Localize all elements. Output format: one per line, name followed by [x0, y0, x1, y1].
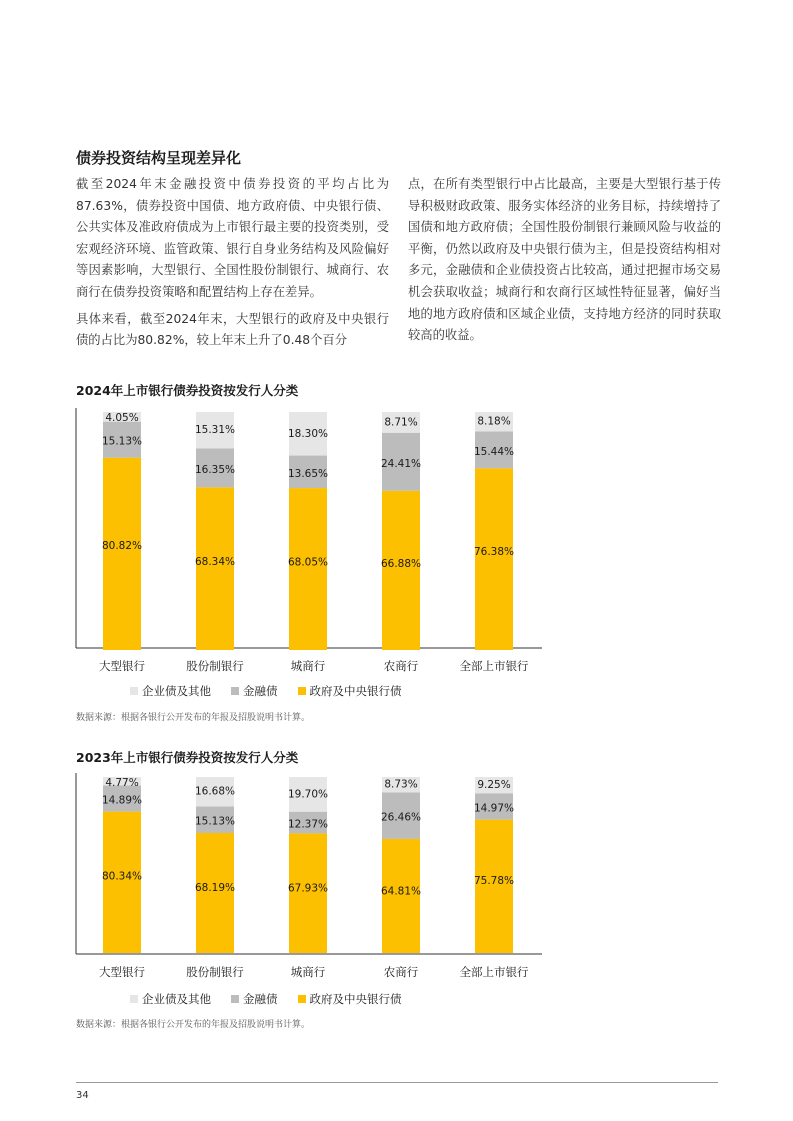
data-label-gov: 75.78%	[473, 874, 515, 887]
category-label: 城商行	[290, 659, 326, 673]
data-label-gov: 64.81%	[380, 885, 422, 898]
data-label-corp: 8.71%	[384, 416, 418, 429]
data-label-gov: 80.82%	[101, 540, 143, 553]
legend-swatch-fin	[231, 995, 239, 1003]
right-text-column	[408, 174, 721, 352]
legend-label-corp: 企业债及其他	[142, 992, 211, 1006]
page-number: 34	[76, 1090, 89, 1101]
data-label-corp: 18.30%	[287, 427, 329, 440]
data-label-fin: 15.13%	[101, 435, 143, 448]
data-label-fin: 24.41%	[380, 457, 422, 470]
legend-item-fin	[231, 991, 278, 1007]
data-label-fin: 14.89%	[101, 794, 143, 807]
chart-legend-2024	[130, 683, 402, 699]
bar-segment-gov	[289, 488, 327, 650]
category-label: 全部上市银行	[459, 659, 529, 673]
category-label: 大型银行	[99, 659, 145, 673]
category-label: 城商行	[290, 965, 326, 979]
data-label-corp: 15.31%	[194, 424, 236, 437]
data-label-gov: 68.34%	[194, 556, 236, 569]
category-label: 全部上市银行	[459, 965, 529, 979]
category-label: 大型银行	[99, 965, 145, 979]
stacked-bar-chart-2024	[60, 408, 560, 678]
bar-segment-gov	[382, 491, 420, 650]
stacked-bar-chart-2023	[60, 773, 560, 985]
paragraph: 截至2024年末金融投资中债券投资的平均占比为87.63%，债券投资中国债、地方政府债、中央银行债、公共实体及准政府债成为上市银行最主要的投资类别，受宏观经济环境、监管政策、银行自身业务结构及风险偏好等因素影响，大型银行、全国性股份制银行、城商行、农商行在债券投资策略和配置结构上存在差异。	[76, 177, 389, 299]
footer-divider	[76, 1082, 718, 1083]
category-label: 农商行	[383, 965, 419, 979]
bar-segment-gov	[103, 458, 141, 650]
legend-swatch-fin	[231, 687, 239, 695]
data-label-corp: 4.05%	[105, 412, 139, 424]
legend-item-gov	[298, 991, 402, 1007]
legend-swatch-gov	[298, 687, 306, 695]
legend-label-fin: 金融债	[243, 684, 278, 698]
data-label-fin: 15.13%	[194, 815, 236, 828]
data-label-gov: 68.19%	[194, 882, 236, 895]
data-label-corp: 19.70%	[287, 788, 329, 801]
legend-label-fin: 金融债	[243, 992, 278, 1006]
legend-swatch-gov	[298, 995, 306, 1003]
data-label-fin: 16.35%	[194, 463, 236, 476]
legend-swatch-corp	[130, 687, 138, 695]
legend-item-corp	[130, 991, 211, 1007]
legend-item-fin	[231, 683, 278, 699]
bar-segment-gov	[196, 487, 234, 650]
data-label-fin: 12.37%	[287, 818, 329, 831]
category-label: 农商行	[383, 659, 419, 673]
data-label-fin: 26.46%	[380, 811, 422, 824]
data-label-corp: 9.25%	[477, 779, 511, 792]
source-note-2023: 数据来源：根据各银行公开发布的年报及招股说明书计算。	[76, 1020, 311, 1030]
data-label-corp: 16.68%	[194, 785, 236, 798]
source-note-2024: 数据来源：根据各银行公开发布的年报及招股说明书计算。	[76, 713, 311, 723]
legend-item-gov	[298, 683, 402, 699]
legend-label-gov: 政府及中央银行债	[309, 992, 402, 1006]
data-label-fin: 13.65%	[287, 467, 329, 480]
legend-label-corp: 企业债及其他	[142, 684, 211, 698]
data-label-gov: 66.88%	[380, 558, 422, 571]
bar-segment-gov	[475, 468, 513, 650]
legend-item-corp	[130, 683, 211, 699]
chart-title-2023: 2023年上市银行债券投资按发行人分类	[76, 750, 299, 765]
data-label-corp: 8.18%	[477, 415, 511, 428]
left-text-column	[76, 174, 389, 357]
legend-label-gov: 政府及中央银行债	[309, 684, 402, 698]
category-label: 股份制银行	[186, 659, 244, 673]
legend-swatch-corp	[130, 995, 138, 1003]
data-label-gov: 67.93%	[287, 882, 329, 895]
data-label-gov: 80.34%	[101, 870, 143, 883]
chart-title-2024: 2024年上市银行债券投资按发行人分类	[76, 383, 299, 398]
data-label-corp: 8.73%	[384, 778, 418, 791]
data-label-fin: 14.97%	[473, 802, 515, 815]
chart-legend-2023	[130, 991, 402, 1007]
paragraph: 点，在所有类型银行中占比最高，主要是大型银行基于传导积极财政政策、服务实体经济的业务目标，持续增持了国债和地方政府债；全国性股份制银行兼顾风险与收益的平衡，仍然以政府及中央银行债为主，但是投资结构相对多元，金融债和企业债投资占比较高，通过把握市场交易机会获取收益；城商行和农商行区域性特征显著，偏好当地的地方政府债和区域企业债，支持地方经济的同时获取较高的收益。	[408, 177, 721, 343]
data-label-gov: 68.05%	[287, 556, 329, 569]
data-label-gov: 76.38%	[473, 545, 515, 558]
section-title: 债券投资结构呈现差异化	[76, 149, 242, 167]
data-label-fin: 15.44%	[473, 445, 515, 458]
paragraph: 具体来看，截至2024年末，大型银行的政府及中央银行债的占比为80.82%，较上年末上升了0.48个百分	[76, 311, 389, 348]
category-label: 股份制银行	[186, 965, 244, 979]
data-label-corp: 4.77%	[105, 777, 139, 789]
